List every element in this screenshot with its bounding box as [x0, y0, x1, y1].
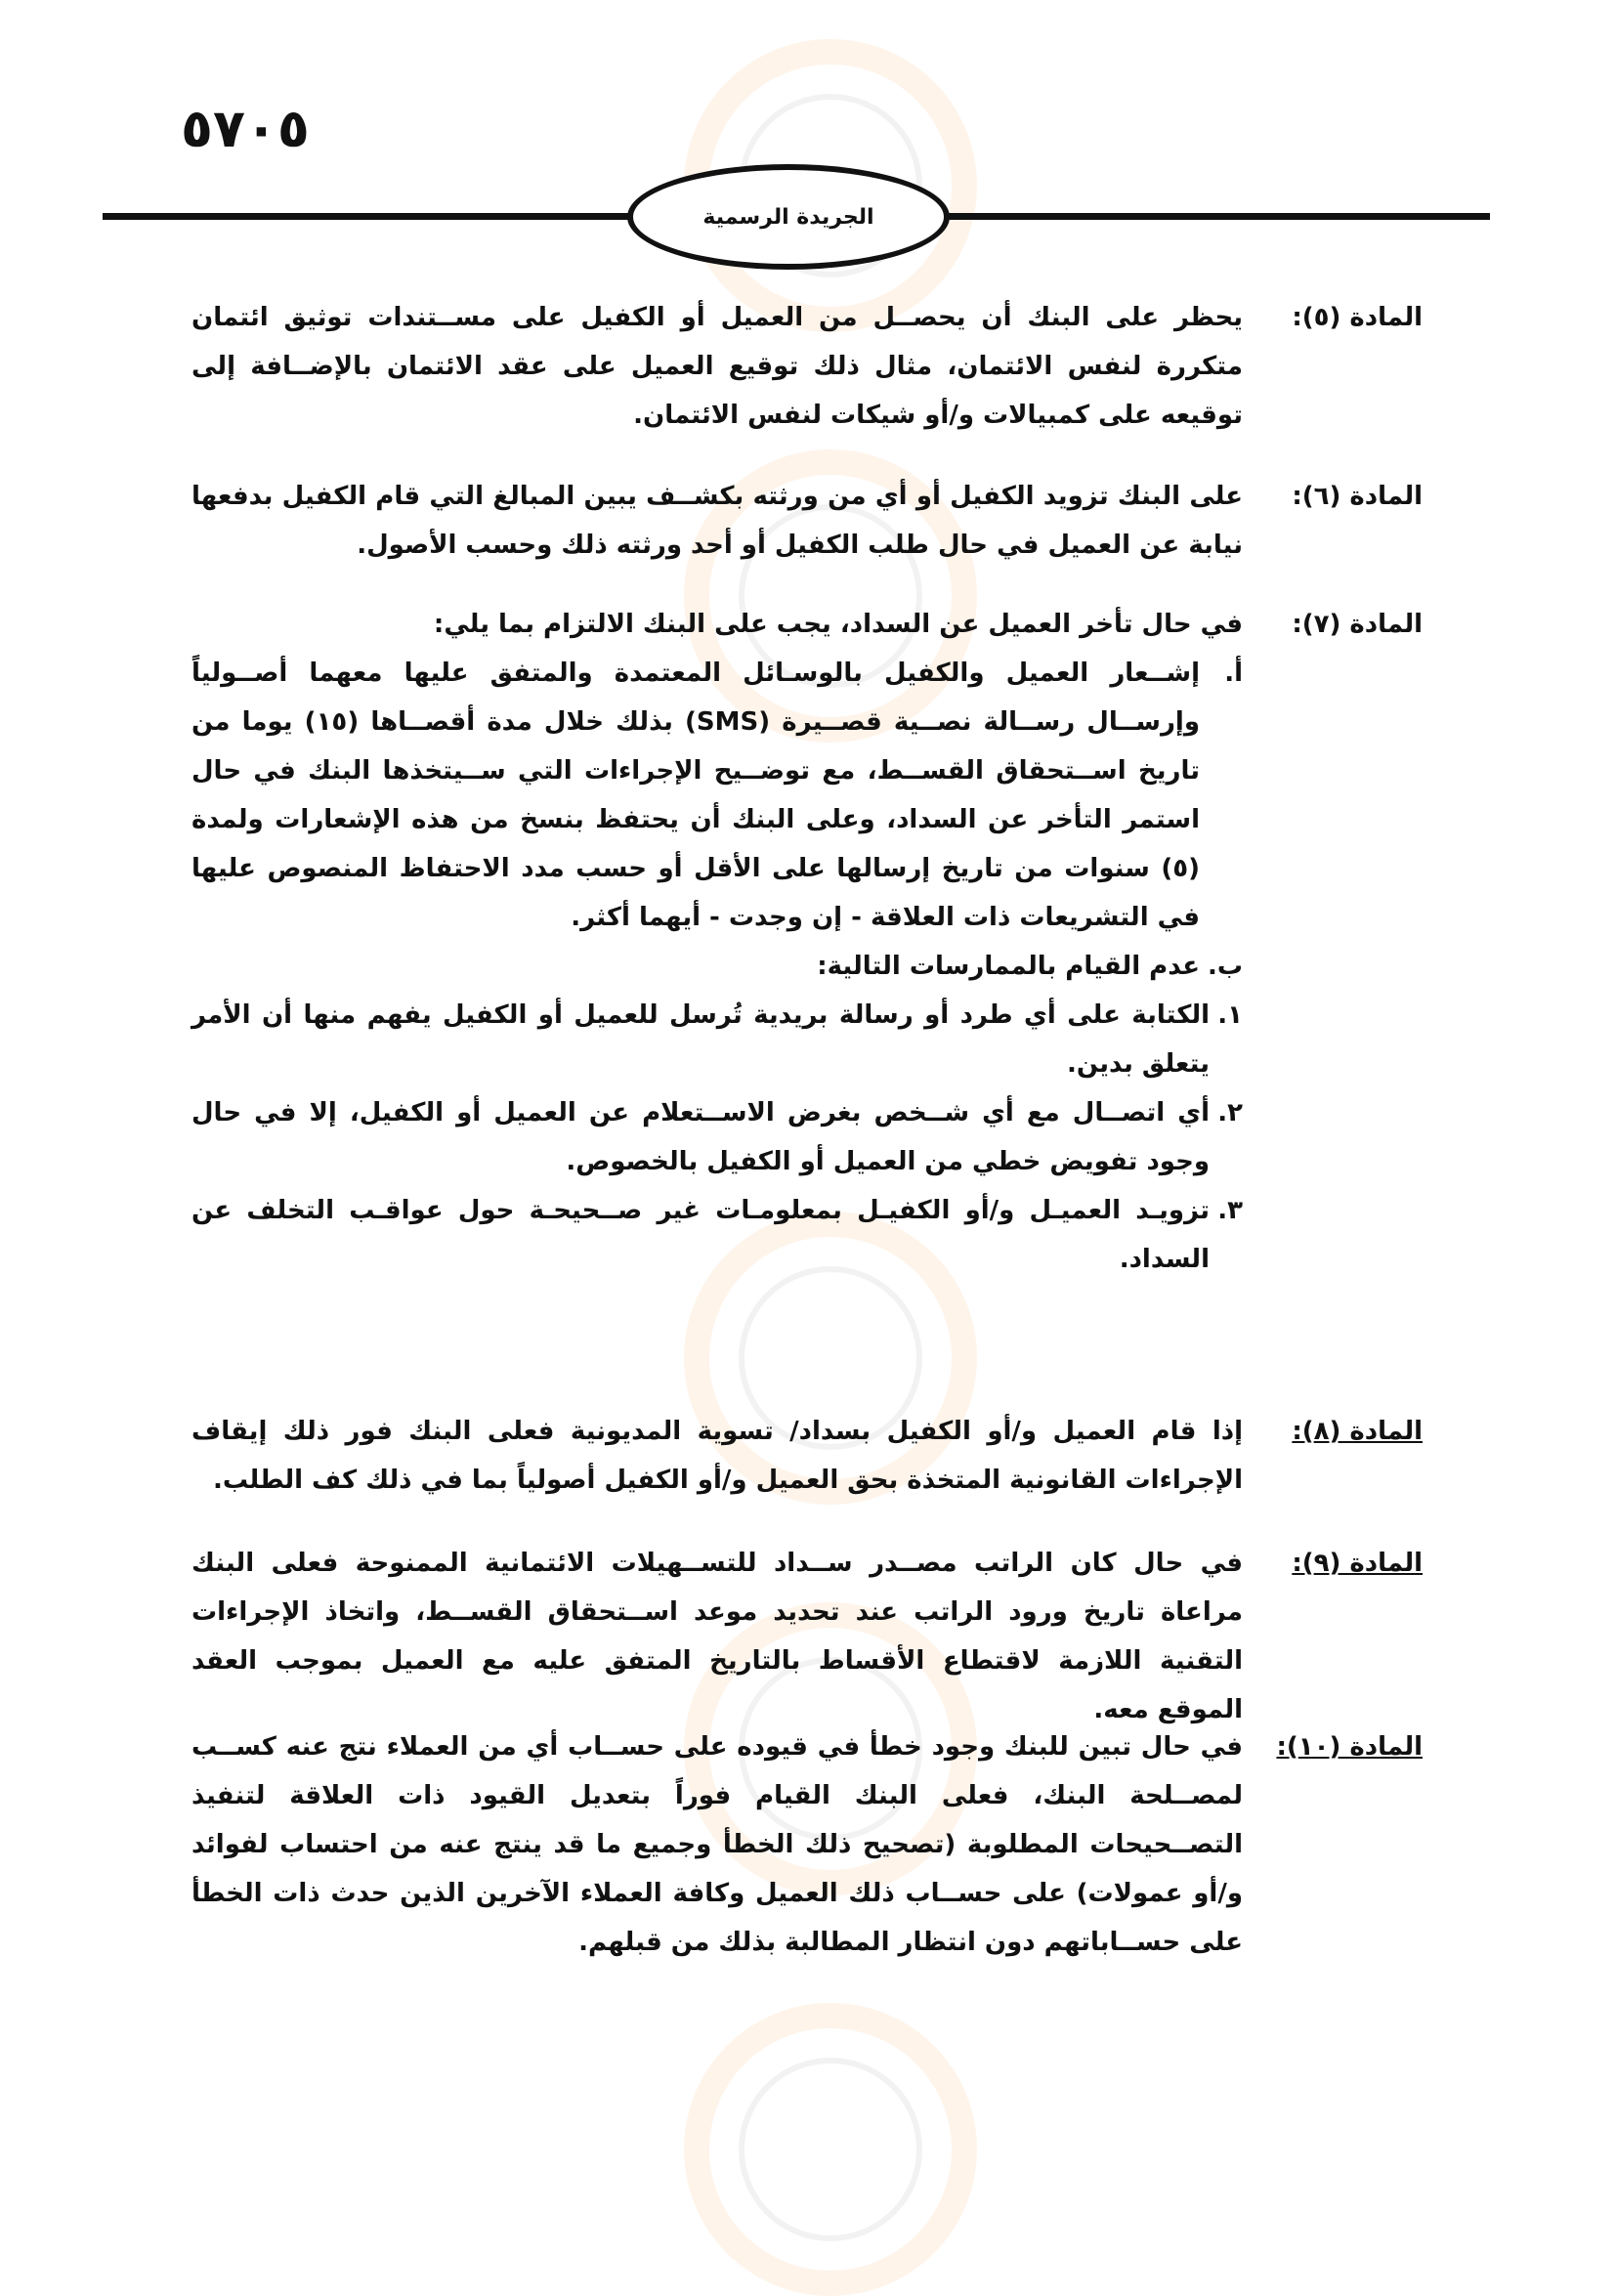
article-9	[191, 1539, 1423, 1734]
article-text: إذا قام العميل و/أو الكفيل بسداد/ تسوية المديونية فعلى البنك فور ذلك إيقاف الإجراءات القانونية المتخذة بحق العميل و/أو الكفيل أصولياً بما في ذلك كف الطلب.	[191, 1417, 1243, 1495]
article-label: المادة (١٠):	[1276, 1732, 1423, 1762]
item-marker: ب.	[1207, 952, 1243, 981]
article-label: المادة (٧):	[1292, 610, 1423, 639]
article-label: المادة (٥):	[1292, 303, 1423, 332]
article-text: في حال كان الراتب مصــدر ســداد للتســهيلات الائتمانية الممنوحة فعلى البنك مراعاة تاريخ ورود الراتب عند تحديد موعد اســتحقاق القســط، واتخاذ الإجراءات التقنية اللازمة لاقتطاع الأقساط بالتاريخ المتفق عليه مع العميل بموجب العقد الموقع معه.	[191, 1549, 1243, 1724]
article-text: يحظر على البنك أن يحصــل من العميل أو الكفيل على مســتندات توثيق ائتمان متكررة لنفس الائتمان، مثال ذلك توقيع العميل على عقد الائتمان بالإضــافة إلى توقيعه على كمبيالات و/أو شيكات لنفس الائتمان.	[191, 303, 1243, 430]
item-text: إشــعار العميل والكفيل بالوسـائل المعتمدة والمتفق عليها معهما أصــولياً وإرســال رســالة نصــية قصــيرة (SMS) بذلك خلال مدة أقصــاها (١٥) يوما من تاريخ اســتحقاق القســط، مع توضــيح الإجراءات التي ســيتخذها البنك في حال استمر التأخر عن السداد، وعلى البنك أن يحتفظ بنسخ من هذه الإشعارات ولمدة (٥) سنوات من تاريخ إرسالها على الأقل أو حسب مدد الاحتفاظ المنصوص عليها في التشريعات ذات العلاقة - إن وجدت - أيهما أكثر.	[191, 659, 1200, 932]
gazette-title	[627, 164, 950, 270]
article-label: المادة (٨):	[1292, 1417, 1423, 1446]
article-text: في حال تبين للبنك وجود خطأ في قيوده على حســاب أي من العملاء نتج عنه كســب لمصــلحة البنك، فعلى البنك القيام فوراً بتعديل القيود ذات العلاقة لتنفيذ التصــحيحات المطلوبة (تصحيح ذلك الخطأ وجميع ما قد ينتج عنه من احتساب لفوائد و/أو عمولات) على حســاب ذلك العميل وكافة العملاء الآخرين الذين حدث ذات الخطأ على حســاباتهم دون انتظار المطالبة بذلك من قبلهم.	[191, 1732, 1243, 1957]
subitem-2	[191, 1088, 1243, 1186]
item-text: أي اتصــال مع أي شــخص بغرض الاســتعلام عن العميل أو الكفيل، إلا في حال وجود تفويض خطي من العميل أو الكفيل بالخصوص.	[191, 1098, 1210, 1176]
item-marker: ٣.	[1217, 1196, 1243, 1225]
gazette-title-text: الجريدة الرسمية	[702, 204, 874, 230]
item-text: عدم القيام بالممارسات التالية:	[817, 952, 1200, 981]
item-marker: أ.	[1224, 659, 1243, 688]
article-label: المادة (٦):	[1292, 482, 1423, 511]
subitem-3	[191, 1186, 1243, 1284]
article-8	[191, 1407, 1423, 1505]
item-marker: ٢.	[1217, 1098, 1243, 1127]
item-marker: ١.	[1217, 1000, 1243, 1030]
page-number: ٥٧٠٥	[181, 98, 310, 159]
watermark-logo	[684, 2003, 977, 2296]
article-text: على البنك تزويد الكفيل أو أي من ورثته بكشــف يبين المبالغ التي قام الكفيل بدفعها نيابة عن العميل في حال طلب الكفيل أو أحد ورثته ذلك وحسب الأصول.	[191, 482, 1243, 560]
item-b	[191, 942, 1243, 991]
article-6	[191, 472, 1423, 570]
subitem-1	[191, 991, 1243, 1088]
article-10	[191, 1722, 1423, 1967]
article-text: في حال تأخر العميل عن السداد، يجب على البنك الالتزام بما يلي:	[433, 610, 1243, 639]
item-text: الكتابة على أي طرد أو رسالة بريدية تُرسل للعميل أو الكفيل يفهم منها أن الأمر يتعلق بدين.	[191, 1000, 1210, 1079]
item-a	[191, 649, 1243, 942]
article-5	[191, 293, 1423, 440]
article-label: المادة (٩):	[1292, 1549, 1423, 1578]
item-text: تزويـد العميـل و/أو الكفيـل بمعلومـات غير صــحيحـة حول عواقـب التخلف عن السداد.	[191, 1196, 1210, 1274]
article-7	[191, 600, 1423, 1284]
